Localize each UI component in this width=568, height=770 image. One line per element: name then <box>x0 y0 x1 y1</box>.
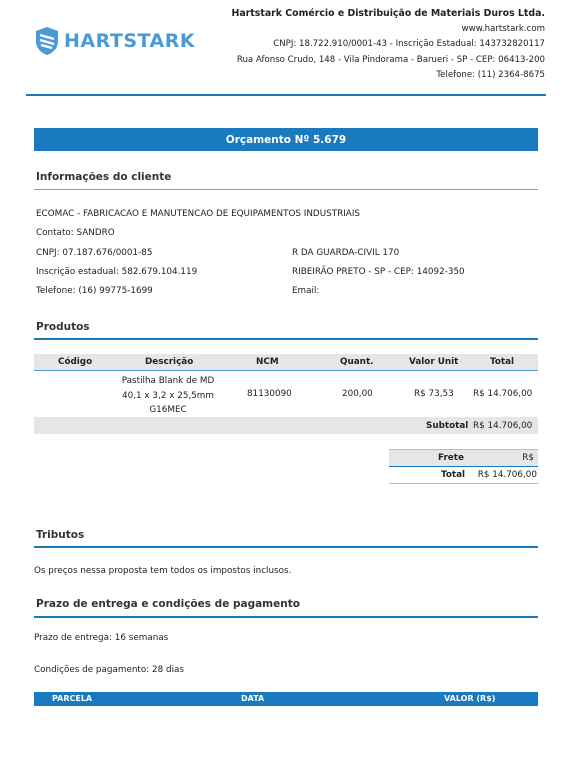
client-name: ECOMAC - FABRICACAO E MANUTENCAO DE EQUIPAMENTOS INDUSTRIAIS <box>36 209 361 219</box>
document-header <box>0 0 568 96</box>
products-header-divider <box>34 370 538 371</box>
installments-table-header <box>34 692 538 706</box>
client-city: RIBEIRÃO PRETO - SP - CEP: 14092-350 <box>292 267 465 277</box>
row-total: R$ 14.706,00 <box>473 389 533 399</box>
totals-box <box>389 449 538 484</box>
company-phone: Telefone: (11) 2364-8675 <box>436 70 545 80</box>
subtotal-label: Subtotal <box>426 421 469 431</box>
client-phone: Telefone: (16) 99775-1699 <box>36 286 153 296</box>
client-street: R DA GUARDA-CIVIL 170 <box>292 248 400 258</box>
header-divider <box>26 94 546 96</box>
shield-logo-icon <box>34 26 60 56</box>
client-email: Email: <box>292 286 320 296</box>
row-quantity: 200,00 <box>342 389 373 399</box>
client-contact: Contato: SANDRO <box>36 228 115 238</box>
company-registry: CNPJ: 18.722.910/0001-43 - Inscrição Estadual: 143732820117 <box>273 39 545 49</box>
company-website[interactable]: www.hartstark.com <box>461 23 545 34</box>
company-address: Rua Afonso Crudo, 148 - Vila Pindorama - Barueri - SP - CEP: 06413-200 <box>236 54 545 65</box>
payment-terms: Condições de pagamento: 28 dias <box>34 665 185 675</box>
company-name: Hartstark Comércio e Distribuição de Materiais Duros Ltda. <box>231 8 545 19</box>
header-quantity: Quant. <box>340 357 374 367</box>
client-section-title: Informações do cliente <box>36 171 172 183</box>
row-unit-value: R$ 73,53 <box>414 389 454 399</box>
row-ncm: 81130090 <box>247 389 292 399</box>
quote-title: Orçamento Nº 5.679 <box>34 128 538 151</box>
header-installment-value: VALOR (R$) <box>444 694 496 703</box>
header-code: Código <box>58 357 93 367</box>
total-label: Total <box>441 470 466 480</box>
delivery-section-divider <box>34 616 538 618</box>
header-ncm: NCM <box>256 357 279 367</box>
client-state-registration: Inscrição estadual: 582.679.104.119 <box>36 267 198 277</box>
totals-bottom-divider <box>389 483 538 484</box>
subtotal-row <box>34 417 538 434</box>
products-section-divider <box>34 338 538 340</box>
freight-row <box>389 450 538 466</box>
delivery-lead-time: Prazo de entrega: 16 semanas <box>34 633 169 643</box>
company-info <box>231 6 545 84</box>
header-total: Total <box>490 357 515 367</box>
taxes-section-divider <box>34 546 538 548</box>
subtotal-value: R$ 14.706,00 <box>473 421 533 431</box>
total-row <box>389 467 538 483</box>
company-logo <box>34 26 195 56</box>
delivery-section-title: Prazo de entrega e condições de pagamento <box>36 598 300 610</box>
client-cnpj: CNPJ: 07.187.676/0001-85 <box>36 248 153 258</box>
header-date: DATA <box>241 694 265 703</box>
taxes-section-title: Tributos <box>36 529 85 541</box>
header-unit-value: Valor Unit <box>409 357 459 367</box>
products-table-header <box>34 354 538 370</box>
header-installment: PARCELA <box>52 694 93 703</box>
taxes-text: Os preços nessa proposta tem todos os impostos inclusos. <box>34 566 292 576</box>
total-value: R$ 14.706,00 <box>477 470 537 480</box>
products-section-title: Produtos <box>36 321 90 333</box>
client-section-divider <box>34 189 538 190</box>
header-description: Descrição <box>145 357 194 367</box>
freight-label: Frete <box>438 453 464 463</box>
logo-text: HARTSTARK <box>64 30 196 52</box>
row-description: Pastilha Blank de MD 40,1 x 3,2 x 25,5mm G16MEC <box>121 376 215 415</box>
freight-value: R$ <box>522 453 534 463</box>
